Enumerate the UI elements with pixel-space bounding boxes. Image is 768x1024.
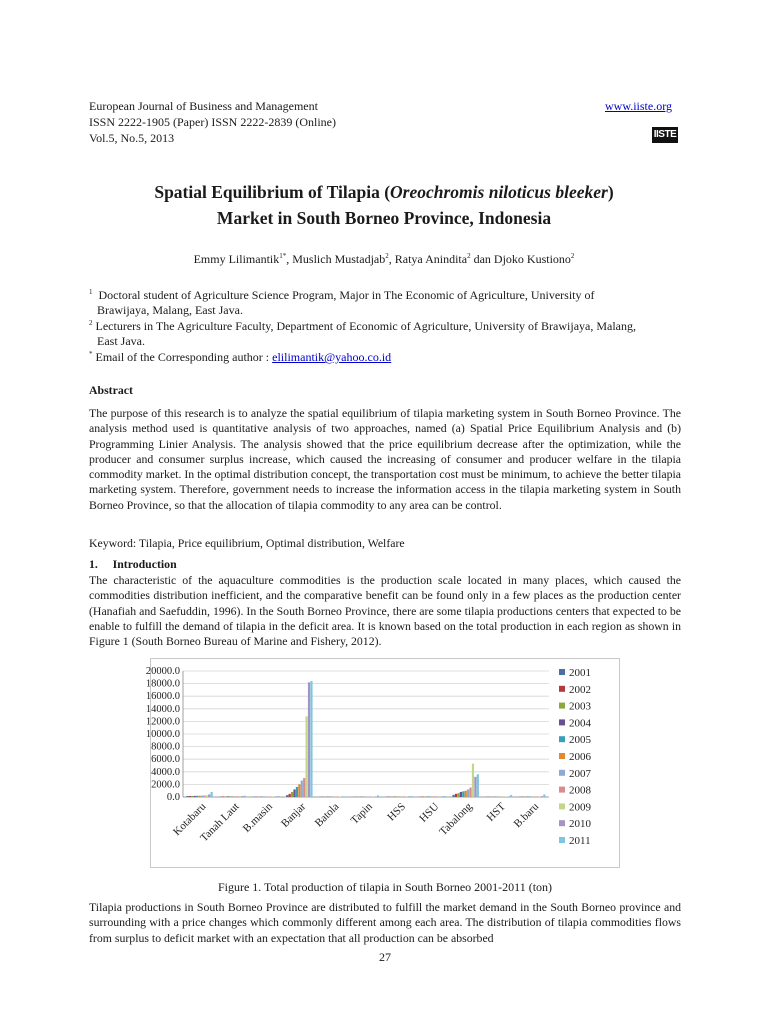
bar bbox=[227, 796, 229, 797]
bar bbox=[293, 789, 295, 797]
author-1-sup: 1* bbox=[279, 252, 287, 260]
x-tick-label: HSS bbox=[385, 800, 409, 824]
legend-label: 2003 bbox=[569, 700, 591, 713]
journal-name: European Journal of Business and Management bbox=[89, 99, 318, 113]
volume-line: Vol.5, No.5, 2013 bbox=[89, 131, 175, 145]
legend-label: 2002 bbox=[569, 683, 591, 696]
affiliation-2 bbox=[89, 319, 681, 334]
bar bbox=[534, 796, 536, 797]
x-tick-label: HST bbox=[484, 800, 508, 824]
bar bbox=[469, 788, 471, 797]
bar bbox=[474, 777, 476, 797]
iiste-logo: IISTE bbox=[652, 127, 678, 143]
x-tick-label: HSU bbox=[417, 800, 442, 825]
author-2: , Muslich Mustadjab bbox=[286, 252, 386, 266]
bar bbox=[410, 796, 412, 797]
bar bbox=[196, 796, 198, 797]
paper-title-line1 bbox=[60, 180, 708, 204]
bar bbox=[441, 796, 443, 797]
affiliation-1-mark: 1 bbox=[89, 288, 93, 296]
bar bbox=[408, 796, 410, 797]
corresponding-mark: * bbox=[89, 350, 93, 358]
author-list bbox=[60, 252, 708, 267]
legend-label: 2006 bbox=[569, 751, 591, 763]
figure-caption: Figure 1. Total production of tilapia in South Borneo 2001-2011 (ton) bbox=[217, 880, 553, 894]
y-tick-label: 12000.0 bbox=[145, 716, 180, 728]
legend-label: 2008 bbox=[569, 784, 591, 797]
bar bbox=[341, 796, 343, 797]
bar bbox=[244, 796, 246, 797]
bar bbox=[203, 795, 205, 797]
bar bbox=[431, 796, 433, 797]
bar bbox=[429, 796, 431, 797]
author-4: dan Djoko Kustiono bbox=[470, 252, 571, 266]
author-4-sup: 2 bbox=[570, 252, 575, 260]
bar bbox=[377, 795, 379, 797]
affiliation-1-line1: Doctoral student of Agriculture Science Program, Major in The Economic of Agriculture, University of bbox=[98, 288, 595, 302]
bar bbox=[237, 796, 239, 797]
x-tick-label: Kotabaru bbox=[170, 800, 209, 839]
email-link[interactable]: elilimantik@yahoo.co.id bbox=[272, 350, 392, 364]
title-text-b: ) bbox=[607, 182, 614, 202]
y-tick-label: 14000.0 bbox=[145, 703, 180, 715]
bar bbox=[232, 796, 234, 797]
bar bbox=[291, 792, 293, 797]
intro-number: 1. bbox=[89, 557, 98, 571]
legend-label: 2009 bbox=[569, 801, 591, 814]
bar bbox=[298, 784, 300, 797]
y-tick-label: 2000.0 bbox=[151, 779, 180, 791]
bar bbox=[206, 795, 208, 797]
author-1: Emmy Lilimantik bbox=[193, 252, 280, 266]
x-tick-label: Tapin bbox=[348, 800, 375, 827]
corresponding-email bbox=[89, 350, 391, 365]
abstract-body: The purpose of this research is to analyze the spatial equilibrium of tilapia marketing system in South Borneo Province. The analysis method used is quantitative analysis of two approaches, named (a) Spatial Price Equilibrium Analysis and (b) Programming Linier Analysis. The analysis showed that the price equilibrium decrease after the optimization, while the producer and consumer surplus increase, which caused the increasing of consumer and producer welfare in the tilapia commodity market. In the optimal distribution concept, the transportation cost must be minimum, to achieve the better tilapia marketing system. Therefore, government needs to increase the information access in the tilapia marketing system in South Borneo Province, so that the allocation of tilapia commodity to any area can be control. bbox=[89, 406, 681, 512]
bar bbox=[467, 789, 469, 797]
bar bbox=[301, 781, 303, 797]
bar bbox=[374, 796, 376, 797]
bar bbox=[277, 796, 279, 797]
bar bbox=[189, 796, 191, 797]
production-bar-chart bbox=[145, 659, 619, 867]
bar bbox=[344, 796, 346, 797]
bar bbox=[270, 796, 272, 797]
bar bbox=[529, 796, 531, 797]
y-tick-label: 0.0 bbox=[166, 792, 180, 803]
bar bbox=[434, 796, 436, 797]
website-link[interactable]: www.iiste.org bbox=[605, 99, 672, 113]
bar bbox=[234, 796, 236, 797]
bar bbox=[229, 796, 231, 797]
legend-label: 2001 bbox=[569, 667, 591, 679]
bar bbox=[224, 796, 226, 797]
bar bbox=[462, 791, 464, 797]
bar bbox=[439, 796, 441, 797]
x-tick-label: Banjar bbox=[279, 800, 309, 830]
bar bbox=[460, 792, 462, 797]
x-tick-label: Tabalong bbox=[437, 800, 475, 838]
legend-swatch bbox=[559, 787, 565, 793]
bar bbox=[241, 796, 243, 797]
bar bbox=[510, 795, 512, 797]
y-tick-label: 20000.0 bbox=[145, 666, 180, 677]
legend-swatch bbox=[559, 669, 565, 675]
y-tick-label: 18000.0 bbox=[145, 678, 180, 690]
bar bbox=[443, 796, 445, 797]
intro-heading bbox=[89, 557, 681, 572]
bar bbox=[538, 796, 540, 797]
bar bbox=[194, 796, 196, 797]
affiliation-2-line2: East Java. bbox=[97, 334, 145, 348]
bar bbox=[531, 796, 533, 797]
author-3-sup: 2 bbox=[467, 252, 471, 260]
bar bbox=[400, 796, 402, 797]
bar bbox=[405, 796, 407, 797]
bar bbox=[465, 791, 467, 797]
abstract-heading: Abstract bbox=[89, 383, 133, 397]
bar bbox=[472, 764, 474, 797]
author-2-sup: 2 bbox=[385, 252, 389, 260]
bar bbox=[222, 796, 224, 797]
bar bbox=[198, 796, 200, 797]
author-3: , Ratya Anindita bbox=[388, 252, 468, 266]
bar bbox=[186, 796, 188, 797]
y-tick-label: 6000.0 bbox=[151, 754, 180, 766]
bar bbox=[296, 787, 298, 797]
y-tick-label: 16000.0 bbox=[145, 691, 180, 703]
affiliation-2-line1: Lecturers in The Agriculture Faculty, Department of Economic of Agriculture, University of Brawijaya, Malang, bbox=[95, 319, 637, 333]
legend-label: 2005 bbox=[569, 734, 591, 747]
legend-label: 2011 bbox=[569, 835, 591, 847]
legend-swatch bbox=[559, 736, 565, 742]
legend-swatch bbox=[559, 803, 565, 809]
legend-label: 2004 bbox=[569, 717, 591, 730]
intro-body: The characteristic of the aquaculture commodities is the production scale located in many places, which caused the commodities distribution inefficient, and the comparative benefit can be found only in a few places as the production center (Hanafiah and Saefuddin, 1996). In the South Borneo Province, there are some tilapia productions centers that expected to be enable to fulfill the demand of tilapia in the deficit area. It is known based on the total production in each region as shown in Figure 1 (South Borneo Bureau of Marine and Fishery, 2012). bbox=[89, 573, 681, 649]
intro-title: Introduction bbox=[112, 557, 177, 571]
bar bbox=[275, 796, 277, 797]
bar bbox=[453, 795, 455, 797]
bar bbox=[505, 796, 507, 797]
bar bbox=[508, 796, 510, 797]
affiliation-1-line2: Brawijaya, Malang, East Java. bbox=[97, 303, 243, 317]
y-tick-label: 10000.0 bbox=[145, 729, 180, 740]
legend-swatch bbox=[559, 753, 565, 759]
bar bbox=[336, 796, 338, 797]
bar bbox=[306, 716, 308, 797]
bar bbox=[403, 796, 405, 797]
bar bbox=[424, 796, 426, 797]
page-number: 27 bbox=[379, 950, 391, 964]
title-text-a: Spatial Equilibrium of Tilapia ( bbox=[154, 182, 391, 202]
bar bbox=[436, 796, 438, 797]
bar bbox=[239, 796, 241, 797]
body-paragraph: Tilapia productions in South Borneo Province are distributed to fulfill the market demand in the South Borneo province and surrounding with a price changes which commonly different among each area. The distribution of tilapia commodities flows from surplus to deficit market with an expectation that all production can be absorbed bbox=[89, 900, 681, 945]
bar bbox=[272, 796, 274, 797]
bar bbox=[211, 792, 213, 797]
legend-swatch bbox=[559, 703, 565, 709]
legend-swatch bbox=[559, 770, 565, 776]
issn-line: ISSN 2222-1905 (Paper) ISSN 2222-2839 (Online) bbox=[89, 115, 336, 129]
legend-swatch bbox=[559, 686, 565, 692]
bar bbox=[396, 796, 398, 797]
bar bbox=[220, 796, 222, 797]
legend-swatch bbox=[559, 837, 565, 843]
bar bbox=[457, 793, 459, 797]
corresponding-label: Email of the Corresponding author : bbox=[95, 350, 273, 364]
bar bbox=[398, 796, 400, 797]
title-species: Oreochromis niloticus bleeker bbox=[390, 182, 608, 202]
legend-label: 2007 bbox=[569, 767, 591, 780]
bar bbox=[477, 774, 479, 797]
y-tick-label: 8000.0 bbox=[151, 741, 180, 753]
keywords: Keyword: Tilapia, Price equilibrium, Optimal distribution, Welfare bbox=[89, 536, 405, 550]
legend-swatch bbox=[559, 719, 565, 725]
affiliation-1 bbox=[89, 288, 681, 303]
bar bbox=[308, 682, 310, 797]
bar bbox=[286, 795, 288, 797]
bar bbox=[393, 796, 395, 797]
figure-1 bbox=[145, 658, 620, 868]
bar bbox=[303, 778, 305, 797]
x-tick-label: Tanah Laut bbox=[198, 800, 242, 845]
x-tick-label: Batola bbox=[312, 800, 342, 830]
bar bbox=[339, 796, 341, 797]
bar bbox=[191, 796, 193, 797]
affiliation-2-mark: 2 bbox=[89, 319, 93, 327]
bar bbox=[543, 794, 545, 797]
bar bbox=[426, 796, 428, 797]
paper-title-line2: Market in South Borneo Province, Indonesia bbox=[216, 208, 552, 228]
y-tick-label: 4000.0 bbox=[151, 766, 180, 778]
legend-swatch bbox=[559, 820, 565, 826]
bar bbox=[267, 796, 269, 797]
bar bbox=[201, 796, 203, 797]
bar bbox=[310, 681, 312, 797]
bar bbox=[541, 796, 543, 797]
bar bbox=[455, 794, 457, 797]
bar bbox=[208, 794, 210, 797]
bar bbox=[536, 796, 538, 797]
legend-label: 2010 bbox=[569, 818, 591, 831]
x-tick-label: B.masin bbox=[240, 800, 275, 835]
x-tick-label: B.baru bbox=[511, 800, 542, 831]
bar bbox=[289, 794, 291, 797]
